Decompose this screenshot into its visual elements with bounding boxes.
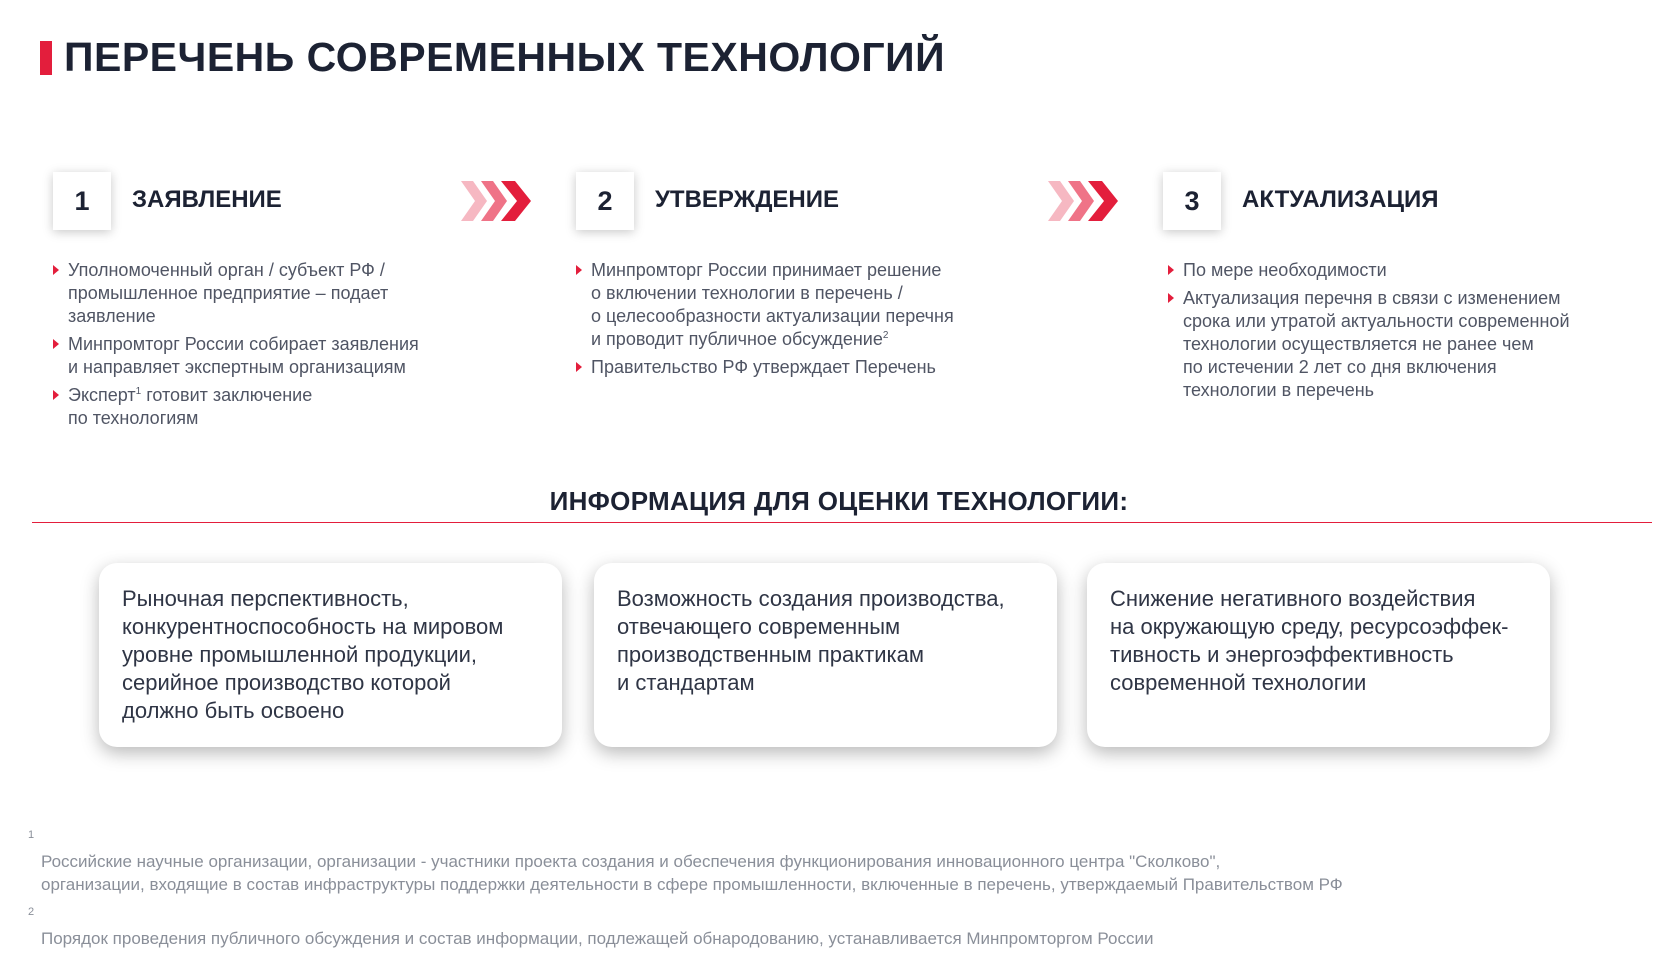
info-card-production: Возможность создания производства, отвечающего современным производственным практикам и стандартам [594,563,1057,747]
bullet-text: Уполномоченный орган / субъект РФ / промышленное предприятие – подает заявление [68,260,389,326]
info-card-market: Рыночная перспективность, конкурентноспособность на мировом уровне промышленной продукции, серийное производство которой должно быть освоено [99,563,562,747]
page-title: ПЕРЕЧЕНЬ СОВРЕМЕННЫХ ТЕХНОЛОГИЙ [64,34,946,80]
step-number-badge: 2 [576,172,634,230]
step-1-bullets [51,259,419,435]
bullet-item [574,259,954,351]
step-3-bullets [1166,259,1570,407]
footnote-mark: 2 [28,906,35,918]
bullet-item [1166,259,1570,282]
bullet-text: Минпромторг России принимает решение о включении технологии в перечень / о целесообразности актуализации перечня и проводит публичное обсуждение [591,260,954,349]
bullet-text: По мере необходимости [1183,260,1387,280]
footnote-1 [28,827,1343,896]
step-number-badge: 1 [53,172,111,230]
bullet-text: Эксперт [68,385,136,405]
footnote-text: Порядок проведения публичного обсуждения и состав информации, подлежащей обнародованию, устанавливается Минпромторгом России [41,929,1154,948]
bullet-item [1166,287,1570,402]
bullet-item [51,333,419,379]
bullet-text: Актуализация перечня в связи с изменением срока или утратой актуальности современной технологии осуществляется не ранее чем по истечении 2 лет со дня включения технологии в перечень [1183,288,1570,400]
bullet-item [51,259,419,328]
footnote-text: Российские научные организации, организации - участники проекта создания и обеспечения функционирования инновационного центра "Сколково", организации, входящие в состав инфраструктуры поддержки деятельности в сфере промышленности, включенные в перечень, утверждаемый Правительством РФ [41,852,1343,894]
bullet-text: готовит заключение по технологиям [68,385,313,428]
title-accent-bar [40,41,52,75]
footnote-ref: 2 [882,330,889,341]
chevron-light [461,181,487,221]
info-heading: ИНФОРМАЦИЯ ДЛЯ ОЦЕНКИ ТЕХНОЛОГИИ: [549,486,1129,516]
footnote-2 [28,904,1343,950]
triple-chevron-right-icon [1048,181,1120,221]
bullet-item [51,384,419,430]
step-2-bullets [574,259,954,384]
info-card-ecology: Снижение негативного воздействия на окружающую среду, ресурсоэффек- тивность и энергоэффективность современной технологии [1087,563,1550,747]
step-title: УТВЕРЖДЕНИЕ [655,186,840,213]
bullet-text: Минпромторг России собирает заявления и направляет экспертным организациям [68,334,419,377]
footnotes [28,827,1343,958]
chevron-light [1048,181,1074,221]
step-title: АКТУАЛИЗАЦИЯ [1242,186,1439,213]
divider [32,522,1652,523]
footnote-ref: 1 [135,386,142,397]
bullet-text: Правительство РФ утверждает Перечень [591,357,936,377]
bullet-item [574,356,954,379]
step-number-badge: 3 [1163,172,1221,230]
triple-chevron-right-icon [461,181,533,221]
footnote-mark: 1 [28,829,35,841]
step-title: ЗАЯВЛЕНИЕ [132,186,282,213]
